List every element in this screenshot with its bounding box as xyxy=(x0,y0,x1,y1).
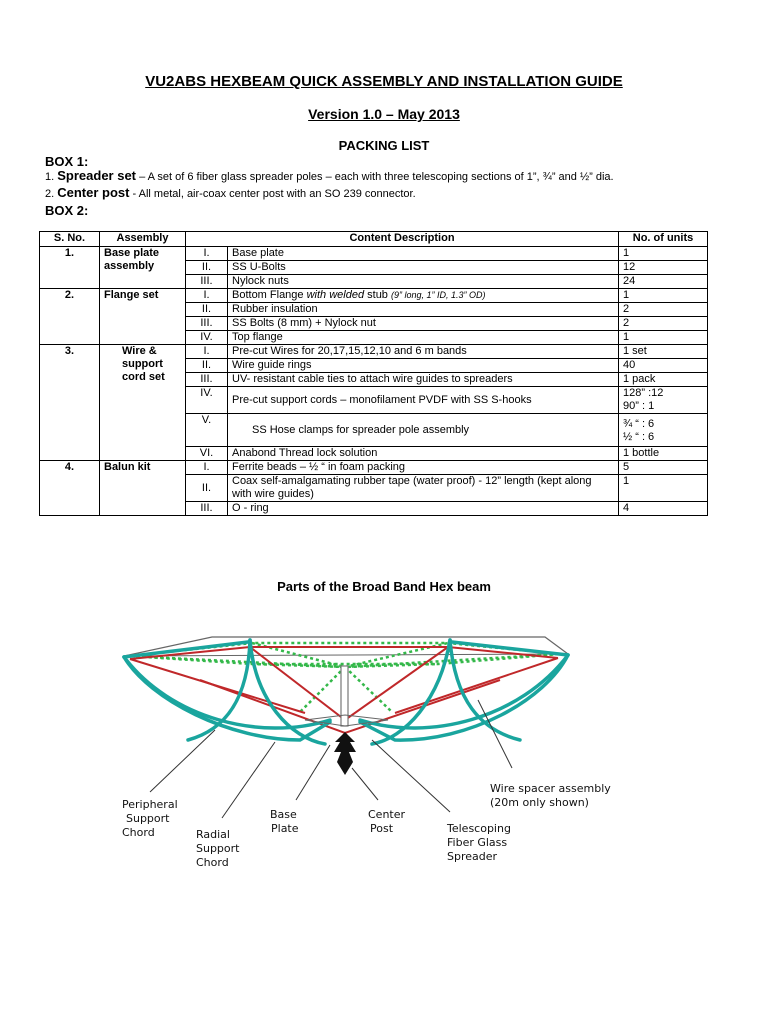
serial-number: 1. xyxy=(40,247,100,289)
assembly-name: Base plate assembly xyxy=(100,247,186,289)
table-row xyxy=(40,461,708,475)
roman-index: I. xyxy=(186,461,228,475)
label-center-post: Center Post xyxy=(368,808,406,835)
serial-number: 2. xyxy=(40,289,100,345)
roman-index: III. xyxy=(186,317,228,331)
packing-list-heading: PACKING LIST xyxy=(338,138,430,153)
label-radial-support-chord: Radial Support Chord xyxy=(196,828,240,869)
unit-line: 128” :12 xyxy=(623,387,664,399)
unit-line: 90” : 1 xyxy=(623,400,655,412)
unit-count: 5 xyxy=(619,461,708,475)
unit-count: 12 xyxy=(619,261,708,275)
unit-line: ¾ “ : 6 xyxy=(623,418,655,430)
unit-count: 1 set xyxy=(619,345,708,359)
desc-italic: with welded xyxy=(306,289,365,301)
content-description: Nylock nuts xyxy=(228,275,619,289)
header-units: No. of units xyxy=(619,232,708,247)
table-row xyxy=(40,247,708,261)
item-number: 1. xyxy=(45,171,55,183)
roman-index: I. xyxy=(186,247,228,261)
table-header-row xyxy=(40,232,708,247)
box1-item-center-post xyxy=(45,185,416,200)
content-description: Pre-cut support cords – monofilament PVDF with SS S-hooks xyxy=(228,387,619,414)
unit-count xyxy=(619,387,708,414)
roman-index: V. xyxy=(186,414,228,447)
roman-index: I. xyxy=(186,345,228,359)
roman-index: II. xyxy=(186,359,228,373)
roman-index: IV. xyxy=(186,331,228,345)
content-description: SS U-Bolts xyxy=(228,261,619,275)
hexbeam-diagram xyxy=(0,600,768,890)
roman-index: III. xyxy=(186,373,228,387)
diagram-title: Parts of the Broad Band Hex beam xyxy=(277,579,491,594)
roman-index: I. xyxy=(186,289,228,303)
content-description: SS Bolts (8 mm) + Nylock nut xyxy=(228,317,619,331)
content-description xyxy=(228,289,619,303)
unit-count: 40 xyxy=(619,359,708,373)
content-description: Pre-cut Wires for 20,17,15,12,10 and 6 m bands xyxy=(228,345,619,359)
item-text: - All metal, air-coax center post with an SO 239 connector. xyxy=(129,188,416,200)
unit-count: 1 xyxy=(619,247,708,261)
assembly-name: Flange set xyxy=(100,289,186,345)
content-description: Ferrite beads – ½ “ in foam packing xyxy=(228,461,619,475)
box2-heading: BOX 2: xyxy=(45,203,89,218)
unit-count xyxy=(619,414,708,447)
unit-count: 4 xyxy=(619,502,708,516)
label-base-plate: Base Plate xyxy=(270,808,299,835)
table-row xyxy=(40,345,708,359)
desc-dimensions: (9” long, 1” ID, 1.3” OD) xyxy=(390,290,486,300)
unit-line: ½ “ : 6 xyxy=(623,431,655,443)
roman-index: III. xyxy=(186,502,228,516)
item-name: Spreader set xyxy=(57,168,137,183)
box1-item-spreader xyxy=(45,168,614,183)
content-description: Anabond Thread lock solution xyxy=(228,447,619,461)
label-peripheral-support-chord: Peripheral Support Chord xyxy=(122,798,178,839)
content-description: SS Hose clamps for spreader pole assembly xyxy=(228,414,619,447)
item-number: 2. xyxy=(45,188,55,200)
label-telescoping-spreader: Telescoping Fiber Glass Spreader xyxy=(447,822,511,863)
roman-index: IV. xyxy=(186,387,228,414)
table-row xyxy=(40,289,708,303)
serial-number: 4. xyxy=(40,461,100,516)
content-description: Rubber insulation xyxy=(228,303,619,317)
content-description: Base plate xyxy=(228,247,619,261)
roman-index: II. xyxy=(186,261,228,275)
document-title: VU2ABS HEXBEAM QUICK ASSEMBLY AND INSTALLATION GUIDE xyxy=(145,73,623,90)
roman-index: II. xyxy=(186,303,228,317)
unit-count: 1 xyxy=(619,289,708,303)
header-assembly: Assembly xyxy=(100,232,186,247)
content-description: O - ring xyxy=(228,502,619,516)
content-description: Wire guide rings xyxy=(228,359,619,373)
unit-count: 1 bottle xyxy=(619,447,708,461)
assembly-name: Balun kit xyxy=(100,461,186,516)
document-version: Version 1.0 – May 2013 xyxy=(308,106,460,122)
content-description: UV- resistant cable ties to attach wire guides to spreaders xyxy=(228,373,619,387)
unit-count: 1 xyxy=(619,475,708,502)
packing-list-table xyxy=(39,231,708,516)
desc-part: stub xyxy=(364,289,391,301)
item-name: Center post xyxy=(57,185,130,200)
roman-index: III. xyxy=(186,275,228,289)
content-description: Coax self-amalgamating rubber tape (water proof) - 12” length (kept along with wire guides) xyxy=(228,475,619,502)
roman-index: II. xyxy=(186,475,228,502)
unit-count: 2 xyxy=(619,303,708,317)
label-wire-spacer-assembly: Wire spacer assembly (20m only shown) xyxy=(490,782,611,809)
content-description: Top flange xyxy=(228,331,619,345)
roman-index: VI. xyxy=(186,447,228,461)
box1-heading: BOX 1: xyxy=(45,154,89,169)
unit-count: 1 xyxy=(619,331,708,345)
assembly-name: Wire & support cord set xyxy=(100,345,186,461)
unit-count: 1 pack xyxy=(619,373,708,387)
header-content: Content Description xyxy=(186,232,619,247)
item-text: – A set of 6 fiber glass spreader poles – each with three telescoping sections of 1”, ¾” and ½” dia. xyxy=(136,171,614,183)
serial-number: 3. xyxy=(40,345,100,461)
unit-count: 2 xyxy=(619,317,708,331)
desc-part: Bottom Flange xyxy=(232,289,307,301)
header-sno: S. No. xyxy=(40,232,100,247)
unit-count: 24 xyxy=(619,275,708,289)
